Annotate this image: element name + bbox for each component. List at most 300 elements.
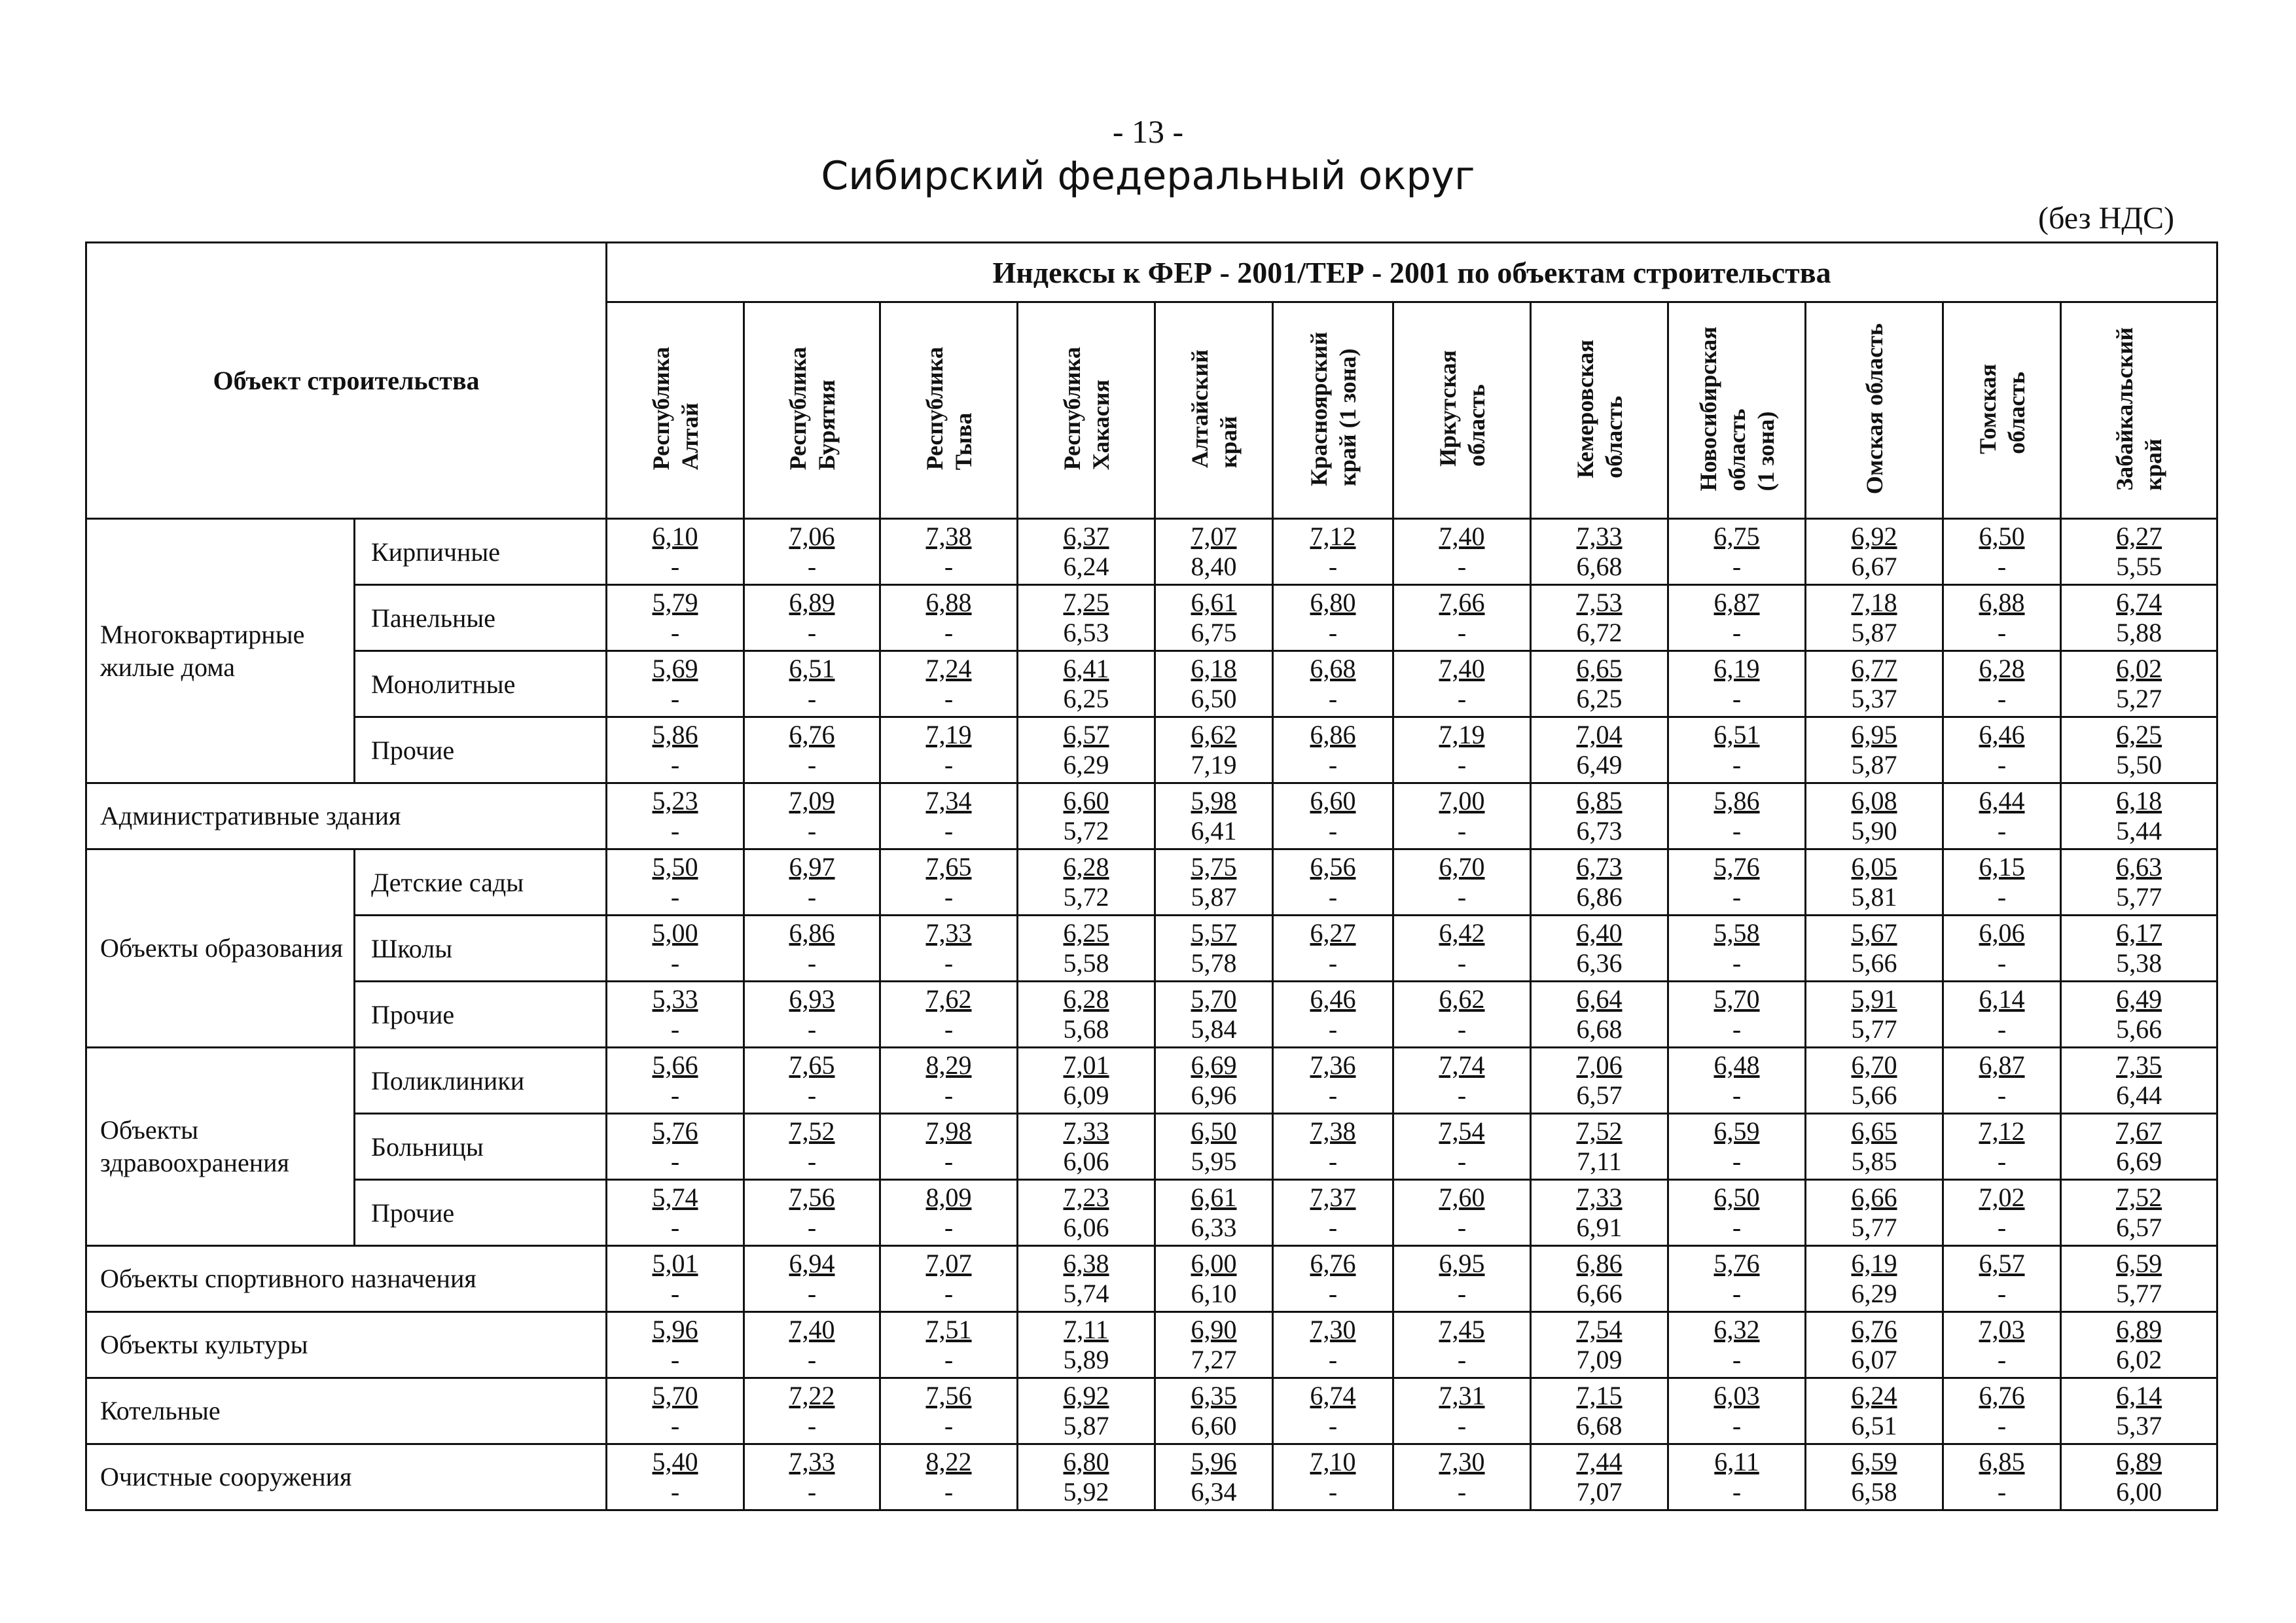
category-label: Объекты образования <box>86 849 355 1048</box>
fer-index-value: 6,27 <box>2116 522 2162 551</box>
fer-index-value: 6,76 <box>1310 1249 1356 1278</box>
index-cell <box>1531 916 1668 982</box>
fer-index-value: 6,28 <box>1063 852 1109 882</box>
subcategory-label: Школы <box>355 916 607 982</box>
fer-index-value: 7,53 <box>1576 588 1623 617</box>
ter-index-value: - <box>944 618 954 647</box>
fer-index-value: 5,23 <box>652 786 698 815</box>
ter-index-value: - <box>807 948 817 978</box>
index-cell <box>1273 717 1393 783</box>
index-cell <box>1668 1444 1806 1510</box>
fer-index-value: 6,60 <box>1310 786 1356 815</box>
fer-index-value: 7,10 <box>1310 1447 1356 1476</box>
fer-index-value: 7,54 <box>1439 1116 1485 1146</box>
index-cell <box>1806 585 1943 651</box>
index-cell <box>1155 1048 1273 1114</box>
ter-index-value: 6,68 <box>1576 552 1623 581</box>
ter-index-value: 6,60 <box>1191 1411 1237 1440</box>
index-cell <box>1668 1378 1806 1444</box>
fer-index-value: 6,88 <box>1979 588 2025 617</box>
index-cell <box>2061 982 2217 1048</box>
index-cell <box>1155 783 1273 849</box>
index-cell <box>744 651 880 717</box>
fer-index-value: 6,65 <box>1851 1116 1897 1146</box>
fer-index-value: 6,86 <box>1576 1249 1623 1278</box>
ter-index-value: - <box>807 618 817 647</box>
index-cell <box>1806 1180 1943 1246</box>
index-cell <box>1531 651 1668 717</box>
fer-index-value: 6,95 <box>1851 720 1897 749</box>
ter-index-value: - <box>670 948 680 978</box>
fer-index-value: 5,76 <box>1713 852 1760 882</box>
ter-index-value: 5,74 <box>1063 1279 1109 1308</box>
index-cell <box>607 1312 744 1378</box>
index-cell <box>1943 1114 2061 1180</box>
index-cell <box>607 519 744 585</box>
fer-index-value: 6,94 <box>789 1249 835 1278</box>
index-cell <box>744 717 880 783</box>
index-cell <box>1273 519 1393 585</box>
fer-index-value: 6,48 <box>1713 1050 1760 1080</box>
ter-index-value: - <box>1328 1014 1338 1044</box>
fer-index-value: 7,15 <box>1576 1381 1623 1410</box>
fer-index-value: 6,65 <box>1576 654 1623 683</box>
category-label: Очистные сооружения <box>86 1444 607 1510</box>
index-cell <box>880 916 1018 982</box>
fer-index-value: 6,18 <box>2116 786 2162 815</box>
ter-index-value: - <box>670 1147 680 1176</box>
index-cell <box>1393 585 1531 651</box>
fer-index-value: 6,74 <box>2116 588 2162 617</box>
fer-index-value: 7,09 <box>789 786 835 815</box>
ter-index-value: - <box>1732 1080 1742 1110</box>
ter-index-value: - <box>670 1080 680 1110</box>
index-cell <box>880 1048 1018 1114</box>
region-header <box>744 302 880 519</box>
ter-index-value: - <box>1457 816 1467 846</box>
index-cell <box>1943 783 2061 849</box>
ter-index-value: 5,87 <box>1191 882 1237 912</box>
fer-index-value: 6,97 <box>789 852 835 882</box>
fer-index-value: 7,01 <box>1063 1050 1109 1080</box>
ter-index-value: 6,34 <box>1191 1477 1237 1507</box>
fer-index-value: 7,19 <box>1439 720 1485 749</box>
index-cell <box>2061 519 2217 585</box>
index-cell <box>1018 849 1155 916</box>
region-header <box>1273 302 1393 519</box>
ter-index-value: - <box>1732 948 1742 978</box>
index-cell <box>880 1246 1018 1312</box>
object-column-header: Объект строительства <box>86 243 607 519</box>
fer-index-value: 7,30 <box>1310 1315 1356 1344</box>
index-cell <box>2061 1180 2217 1246</box>
ter-index-value: - <box>1997 1411 2007 1440</box>
index-cell <box>1668 982 1806 1048</box>
ter-index-value: - <box>670 1477 680 1507</box>
index-cell <box>1806 1048 1943 1114</box>
index-cell <box>2061 849 2217 916</box>
subcategory-label: Панельные <box>355 585 607 651</box>
subcategory-label: Монолитные <box>355 651 607 717</box>
ter-index-value: 5,78 <box>1191 948 1237 978</box>
fer-index-value: 6,59 <box>2116 1249 2162 1278</box>
index-cell <box>1943 849 2061 916</box>
ter-index-value: 5,55 <box>2116 552 2162 581</box>
fer-index-value: 5,76 <box>652 1116 698 1146</box>
fer-index-value: 6,00 <box>1191 1249 1237 1278</box>
fer-index-value: 6,85 <box>1979 1447 2025 1476</box>
index-cell <box>2061 1246 2217 1312</box>
index-cell <box>1018 519 1155 585</box>
ter-index-value: 6,09 <box>1063 1080 1109 1110</box>
ter-index-value: 6,25 <box>1576 684 1623 713</box>
region-label: Омская область <box>1861 323 1888 495</box>
index-cell <box>1943 1246 2061 1312</box>
region-header <box>1943 302 2061 519</box>
index-cell <box>1943 717 2061 783</box>
table-row <box>86 585 2217 651</box>
ter-index-value: - <box>944 1477 954 1507</box>
index-cell <box>607 1378 744 1444</box>
index-cell <box>880 1114 1018 1180</box>
fer-index-value: 6,57 <box>1063 720 1109 749</box>
ter-index-value: 5,37 <box>1851 684 1897 713</box>
fer-index-value: 5,75 <box>1191 852 1237 882</box>
fer-index-value: 6,50 <box>1979 522 2025 551</box>
region-label: Забайкальский край <box>2111 327 2167 491</box>
fer-index-value: 5,76 <box>1713 1249 1760 1278</box>
index-cell <box>1668 783 1806 849</box>
fer-index-value: 7,40 <box>789 1315 835 1344</box>
fer-index-value: 6,70 <box>1439 852 1485 882</box>
region-label: Томская область <box>1974 363 2030 454</box>
index-cell <box>880 585 1018 651</box>
ter-index-value: - <box>944 882 954 912</box>
ter-index-value: - <box>1457 750 1467 779</box>
fer-index-value: 6,44 <box>1979 786 2025 815</box>
index-cell <box>1155 717 1273 783</box>
fer-index-value: 6,03 <box>1713 1381 1760 1410</box>
ter-index-value: 5,77 <box>2116 1279 2162 1308</box>
ter-index-value: - <box>1732 1411 1742 1440</box>
fer-index-value: 6,10 <box>652 522 698 551</box>
index-cell <box>1531 585 1668 651</box>
table-row <box>86 519 2217 585</box>
index-cell <box>1393 717 1531 783</box>
index-cell <box>880 849 1018 916</box>
ter-index-value: 6,24 <box>1063 552 1109 581</box>
index-cell <box>1531 982 1668 1048</box>
ter-index-value: - <box>807 684 817 713</box>
index-cell <box>1018 651 1155 717</box>
index-cell <box>1018 1378 1155 1444</box>
fer-index-value: 7,12 <box>1979 1116 2025 1146</box>
fer-index-value: 7,65 <box>789 1050 835 1080</box>
fer-index-value: 6,62 <box>1439 984 1485 1014</box>
index-cell <box>607 783 744 849</box>
ter-index-value: 5,68 <box>1063 1014 1109 1044</box>
index-cell <box>1018 982 1155 1048</box>
fer-index-value: 7,52 <box>789 1116 835 1146</box>
index-cell <box>744 916 880 982</box>
fer-index-value: 6,88 <box>925 588 972 617</box>
ter-index-value: - <box>1997 816 2007 846</box>
fer-index-value: 6,89 <box>2116 1447 2162 1476</box>
fer-index-value: 6,60 <box>1063 786 1109 815</box>
region-label: Республика Тыва <box>921 347 977 471</box>
fer-index-value: 5,96 <box>1191 1447 1237 1476</box>
index-cell <box>1531 1180 1668 1246</box>
index-cell <box>1393 651 1531 717</box>
category-label: Многоквартирные жилые дома <box>86 519 355 783</box>
index-cell <box>1155 519 1273 585</box>
ter-index-value: - <box>670 618 680 647</box>
fer-index-value: 7,33 <box>1576 522 1623 551</box>
fer-index-value: 7,31 <box>1439 1381 1485 1410</box>
ter-index-value: 6,58 <box>1851 1477 1897 1507</box>
ter-index-value: 6,00 <box>2116 1477 2162 1507</box>
ter-index-value: - <box>1997 1279 2007 1308</box>
ter-index-value: 5,81 <box>1851 882 1897 912</box>
fer-index-value: 7,33 <box>925 918 972 948</box>
fer-index-value: 7,35 <box>2116 1050 2162 1080</box>
ter-index-value: - <box>670 882 680 912</box>
index-cell <box>1806 1246 1943 1312</box>
fer-index-value: 6,76 <box>1979 1381 2025 1410</box>
index-cell <box>1806 651 1943 717</box>
ter-index-value: 6,68 <box>1576 1411 1623 1440</box>
region-label: Новосибирская область (1 зона) <box>1695 326 1779 491</box>
fer-index-value: 6,11 <box>1714 1447 1759 1476</box>
index-cell <box>1943 1444 2061 1510</box>
fer-index-value: 7,52 <box>2116 1183 2162 1212</box>
table-row <box>86 1180 2217 1246</box>
index-cell <box>1018 783 1155 849</box>
fer-index-value: 6,86 <box>1310 720 1356 749</box>
region-label: Алтайский край <box>1186 349 1242 469</box>
index-cell <box>1531 1048 1668 1114</box>
index-cell <box>880 783 1018 849</box>
ter-index-value: - <box>1328 816 1338 846</box>
ter-index-value: - <box>1732 816 1742 846</box>
ter-index-value: - <box>1997 1213 2007 1242</box>
fer-index-value: 5,70 <box>652 1381 698 1410</box>
fer-index-value: 6,37 <box>1063 522 1109 551</box>
ter-index-value: 6,25 <box>1063 684 1109 713</box>
ter-index-value: 5,66 <box>2116 1014 2162 1044</box>
ter-index-value: 6,44 <box>2116 1080 2162 1110</box>
fer-index-value: 7,33 <box>789 1447 835 1476</box>
ter-index-value: 6,36 <box>1576 948 1623 978</box>
fer-index-value: 7,40 <box>1439 522 1485 551</box>
region-header <box>880 302 1018 519</box>
ter-index-value: - <box>807 750 817 779</box>
ter-index-value: 7,09 <box>1576 1345 1623 1374</box>
ter-index-value: - <box>1732 750 1742 779</box>
index-cell <box>2061 916 2217 982</box>
fer-index-value: 6,74 <box>1310 1381 1356 1410</box>
fer-index-value: 6,70 <box>1851 1050 1897 1080</box>
ter-index-value: - <box>1732 882 1742 912</box>
index-cell <box>1393 982 1531 1048</box>
index-cell <box>607 849 744 916</box>
ter-index-value: - <box>807 552 817 581</box>
index-cell <box>1668 717 1806 783</box>
fer-index-value: 6,80 <box>1063 1447 1109 1476</box>
fer-index-value: 7,30 <box>1439 1447 1485 1476</box>
fer-index-value: 5,79 <box>652 588 698 617</box>
ter-index-value: - <box>944 750 954 779</box>
fer-index-value: 6,87 <box>1713 588 1760 617</box>
index-cell <box>1273 1312 1393 1378</box>
index-cell <box>1668 651 1806 717</box>
ter-index-value: 6,67 <box>1851 552 1897 581</box>
ter-index-value: 6,10 <box>1191 1279 1237 1308</box>
fer-index-value: 5,70 <box>1191 984 1237 1014</box>
fer-index-value: 6,57 <box>1979 1249 2025 1278</box>
index-cell <box>1531 783 1668 849</box>
ter-index-value: 5,37 <box>2116 1411 2162 1440</box>
index-cell <box>744 1246 880 1312</box>
fer-index-value: 7,52 <box>1576 1116 1623 1146</box>
index-cell <box>1273 651 1393 717</box>
ter-index-value: 6,33 <box>1191 1213 1237 1242</box>
fer-index-value: 6,89 <box>2116 1315 2162 1344</box>
ter-index-value: 5,88 <box>2116 618 2162 647</box>
ter-index-value: - <box>670 1345 680 1374</box>
region-header <box>1393 302 1531 519</box>
fer-index-value: 6,14 <box>1979 984 2025 1014</box>
ter-index-value: - <box>807 1147 817 1176</box>
fer-index-value: 6,59 <box>1713 1116 1760 1146</box>
fer-index-value: 6,80 <box>1310 588 1356 617</box>
ter-index-value: - <box>1457 552 1467 581</box>
ter-index-value: 5,50 <box>2116 750 2162 779</box>
index-cell <box>1943 1180 2061 1246</box>
ter-index-value: - <box>1732 1213 1742 1242</box>
ter-index-value: 6,86 <box>1576 882 1623 912</box>
index-cell <box>1273 916 1393 982</box>
fer-index-value: 7,38 <box>925 522 972 551</box>
ter-index-value: - <box>1328 1147 1338 1176</box>
fer-index-value: 7,56 <box>789 1183 835 1212</box>
ter-index-value: 8,40 <box>1191 552 1237 581</box>
fer-index-value: 6,19 <box>1713 654 1760 683</box>
fer-index-value: 7,66 <box>1439 588 1485 617</box>
fer-index-value: 8,22 <box>925 1447 972 1476</box>
fer-index-value: 6,25 <box>2116 720 2162 749</box>
ter-index-value: 6,49 <box>1576 750 1623 779</box>
index-cell <box>1273 585 1393 651</box>
ter-index-value: - <box>1457 1014 1467 1044</box>
fer-index-value: 6,50 <box>1191 1116 1237 1146</box>
ter-index-value: - <box>1732 1279 1742 1308</box>
index-cell <box>1806 783 1943 849</box>
index-cell <box>607 1246 744 1312</box>
subcategory-label: Поликлиники <box>355 1048 607 1114</box>
index-cell <box>1668 1048 1806 1114</box>
fer-index-value: 7,03 <box>1979 1315 2025 1344</box>
fer-index-value: 7,67 <box>2116 1116 2162 1146</box>
ter-index-value: - <box>944 1279 954 1308</box>
fer-index-value: 5,86 <box>1713 786 1760 815</box>
fer-index-value: 7,65 <box>925 852 972 882</box>
ter-index-value: - <box>1328 1411 1338 1440</box>
fer-index-value: 6,24 <box>1851 1381 1897 1410</box>
ter-index-value: - <box>1732 1014 1742 1044</box>
fer-index-value: 6,76 <box>789 720 835 749</box>
ter-index-value: - <box>1328 684 1338 713</box>
ter-index-value: - <box>1732 618 1742 647</box>
region-header <box>1806 302 1943 519</box>
index-cell <box>1806 849 1943 916</box>
fer-index-value: 5,50 <box>652 852 698 882</box>
ter-index-value: 6,53 <box>1063 618 1109 647</box>
ter-index-value: 6,41 <box>1191 816 1237 846</box>
ter-index-value: - <box>1328 1279 1338 1308</box>
index-cell <box>1018 916 1155 982</box>
ter-index-value: - <box>1328 948 1338 978</box>
fer-index-value: 6,02 <box>2116 654 2162 683</box>
index-cell <box>880 519 1018 585</box>
ter-index-value: - <box>1997 1147 2007 1176</box>
ter-index-value: - <box>1732 1477 1742 1507</box>
ter-index-value: 6,02 <box>2116 1345 2162 1374</box>
ter-index-value: 5,58 <box>1063 948 1109 978</box>
fer-index-value: 6,61 <box>1191 588 1237 617</box>
ter-index-value: - <box>1457 684 1467 713</box>
index-cell <box>1806 1312 1943 1378</box>
ter-index-value: 5,92 <box>1063 1477 1109 1507</box>
fer-index-value: 7,33 <box>1063 1116 1109 1146</box>
ter-index-value: - <box>807 882 817 912</box>
region-header <box>1668 302 1806 519</box>
index-cell <box>880 1312 1018 1378</box>
ter-index-value: 5,89 <box>1063 1345 1109 1374</box>
fer-index-value: 7,62 <box>925 984 972 1014</box>
index-cell <box>607 1180 744 1246</box>
region-label: Республика Хакасия <box>1058 347 1114 471</box>
index-cell <box>2061 1378 2217 1444</box>
fer-index-value: 7,45 <box>1439 1315 1485 1344</box>
fer-index-value: 6,50 <box>1713 1183 1760 1212</box>
region-header <box>1018 302 1155 519</box>
ter-index-value: - <box>1997 684 2007 713</box>
index-cell <box>1531 1312 1668 1378</box>
ter-index-value: 6,29 <box>1851 1279 1897 1308</box>
index-cell <box>1018 1048 1155 1114</box>
fer-index-value: 7,07 <box>1191 522 1237 551</box>
fer-index-value: 7,24 <box>925 654 972 683</box>
ter-index-value: - <box>944 1147 954 1176</box>
ter-index-value: - <box>1997 1477 2007 1507</box>
index-cell <box>1393 849 1531 916</box>
index-cell <box>1155 1180 1273 1246</box>
index-cell <box>1668 1312 1806 1378</box>
index-cell <box>1531 849 1668 916</box>
fer-index-value: 6,89 <box>789 588 835 617</box>
fer-index-value: 8,29 <box>925 1050 972 1080</box>
index-cell <box>880 1378 1018 1444</box>
index-cell <box>1273 849 1393 916</box>
ter-index-value: 6,66 <box>1576 1279 1623 1308</box>
index-cell <box>1806 1444 1943 1510</box>
fer-index-value: 7,06 <box>789 522 835 551</box>
index-cell <box>1806 1114 1943 1180</box>
ter-index-value: 6,57 <box>2116 1213 2162 1242</box>
ter-index-value: - <box>944 1014 954 1044</box>
index-cell <box>1273 1246 1393 1312</box>
